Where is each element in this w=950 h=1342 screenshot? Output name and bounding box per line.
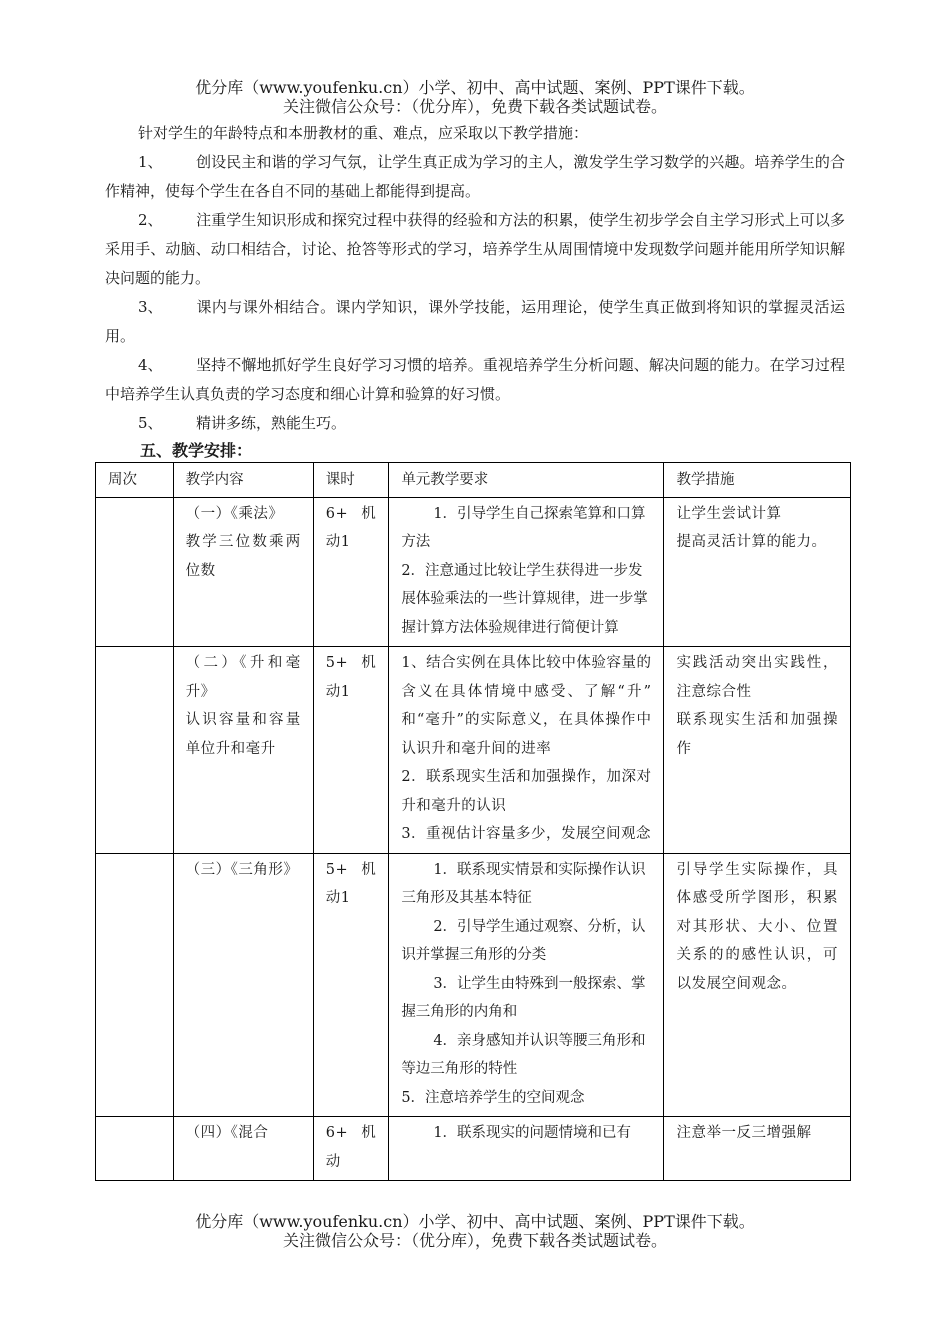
requirement-line: 4．亲身感知并认识等腰三角形和等边三角形的特性 [401, 1032, 646, 1077]
list-item [105, 206, 845, 293]
intro-paragraph: 针对学生的年龄特点和本册教材的重、难点，应采取以下教学措施： [138, 124, 589, 142]
section-title: 五、教学安排： [140, 441, 253, 460]
col-content-header: 教学内容 [173, 463, 313, 498]
cell-requirements [389, 647, 664, 854]
col-week-header: 周次 [96, 463, 174, 498]
table-header-row [96, 463, 851, 498]
schedule-table [95, 462, 851, 1181]
content-line: （二）《升和毫升》 [185, 655, 301, 700]
list-item [105, 351, 845, 409]
cell-requirements [389, 1117, 664, 1181]
list-item [105, 409, 845, 438]
cell-content [173, 1117, 313, 1181]
cell-measures [664, 497, 851, 647]
cell-week [96, 1117, 174, 1181]
content-line: （四）《混合 [185, 1125, 269, 1141]
table-row [96, 497, 851, 647]
footer-line-1: 优分库（www.youfenku.cn）小学、初中、高中试题、案例、PPT课件下载。 [195, 1212, 755, 1231]
cell-hours: 6+机动 [313, 1117, 389, 1181]
measure-line: 实践活动突出实践性，注意综合性 [676, 655, 838, 700]
header-line-2: 关注微信公众号：（优分库），免费下载各类试题试卷。 [282, 97, 667, 116]
item-text: 创设民主和谐的学习气氛，让学生真正成为学习的主人，激发学生学习数学的兴趣。培养学生的合作精神，使每个学生在各自不同的基础上都能得到提高。 [105, 153, 845, 200]
page-header [0, 78, 950, 116]
col-hours-header: 课时 [313, 463, 389, 498]
requirement-line: 1．联系现实情景和实际操作认识三角形及其基本特征 [401, 861, 646, 906]
item-text: 注重学生知识形成和探究过程中获得的经验和方法的积累，使学生初步学会自主学习形式上可以多采用手、动脑、动口相结合，讨论、抢答等形式的学习，培养学生从周围情境中发现数学问题并能用所学知识解决问题的能力。 [105, 211, 845, 287]
header-line-1: 优分库（www.youfenku.cn）小学、初中、高中试题、案例、PPT课件下载。 [195, 78, 755, 97]
footer-line-2: 关注微信公众号：（优分库），免费下载各类试题试卷。 [282, 1231, 667, 1250]
cell-measures [664, 647, 851, 854]
requirement-line: 1、结合实例在具体比较中体验容量的含义在具体情境中感受、了解“升” 和“毫升”的实际意义，在具体操作中认识升和毫升间的进率 [401, 655, 652, 757]
table-row [96, 647, 851, 854]
cell-week [96, 853, 174, 1117]
item-text: 精讲多练，熟能生巧。 [196, 414, 347, 432]
content-line: （一）《乘法》 [185, 505, 284, 522]
item-text: 课内与课外相结合。课内学知识，课外学技能，运用理论，使学生真正做到将知识的掌握灵活运用。 [105, 298, 845, 345]
requirement-line: 2．引导学生通过观察、分析，认识并掌握三角形的分类 [401, 918, 646, 963]
cell-requirements [389, 497, 664, 647]
measure-line: 引导学生实际操作，具体感受所学图形，积累对其形状、大小、位置关系的的感性认识，可以发展空间观念。 [676, 861, 838, 992]
requirement-line: 2．注意通过比较让学生获得进一步发展体验乘法的一些计算规律，进一步掌握计算方法体验规律进行简便计算 [401, 562, 648, 636]
col-measures-header: 教学措施 [664, 463, 851, 498]
item-number: 2、 [138, 211, 163, 229]
measures-list [105, 148, 845, 438]
content-line: （三）《三角形》 [185, 861, 299, 878]
requirement-line: 3．重视估计容量多少，发展空间观念 [401, 826, 652, 842]
item-number: 3、 [138, 298, 163, 316]
list-item [105, 293, 845, 351]
item-number: 4、 [138, 356, 163, 374]
content-line: 教学三位数乘两位数 [185, 534, 301, 579]
cell-week [96, 497, 174, 647]
requirement-line: 2．联系现实生活和加强操作，加深对升和毫升的认识 [401, 769, 652, 814]
item-number: 1、 [138, 153, 163, 171]
col-requirements-header: 单元教学要求 [389, 463, 664, 498]
cell-hours: 6+机动1 [313, 497, 389, 647]
measure-line: 联系现实生活和加强操作 [676, 712, 838, 757]
cell-content [173, 853, 313, 1117]
requirement-line: 1．引导学生自己探索笔算和口算方法 [401, 505, 646, 550]
cell-measures [664, 1117, 851, 1181]
cell-content [173, 497, 313, 647]
cell-requirements [389, 853, 664, 1117]
item-text: 坚持不懈地抓好学生良好学习习惯的培养。重视培养学生分析问题、解决问题的能力。在学习过程中培养学生认真负责的学习态度和细心计算和验算的好习惯。 [105, 356, 845, 403]
content-line: 认识容量和容量单位升和毫升 [185, 712, 301, 757]
requirement-line: 1．联系现实的问题情境和已有 [433, 1125, 632, 1141]
cell-measures [664, 853, 851, 1117]
table-row [96, 853, 851, 1117]
cell-hours: 5+机动1 [313, 647, 389, 854]
measure-line: 提高灵活计算的能力。 [676, 534, 827, 550]
list-item [105, 148, 845, 206]
cell-week [96, 647, 174, 854]
cell-hours: 5+机动1 [313, 853, 389, 1117]
requirement-line: 3．让学生由特殊到一般探索、掌握三角形的内角和 [401, 975, 646, 1020]
measure-line: 注意举一反三增强解 [676, 1125, 812, 1141]
table-row [96, 1117, 851, 1181]
page-footer [0, 1212, 950, 1250]
cell-content [173, 647, 313, 854]
requirement-line: 5．注意培养学生的空间观念 [401, 1089, 585, 1106]
measure-line: 让学生尝试计算 [676, 505, 782, 522]
item-number: 5、 [138, 414, 163, 432]
